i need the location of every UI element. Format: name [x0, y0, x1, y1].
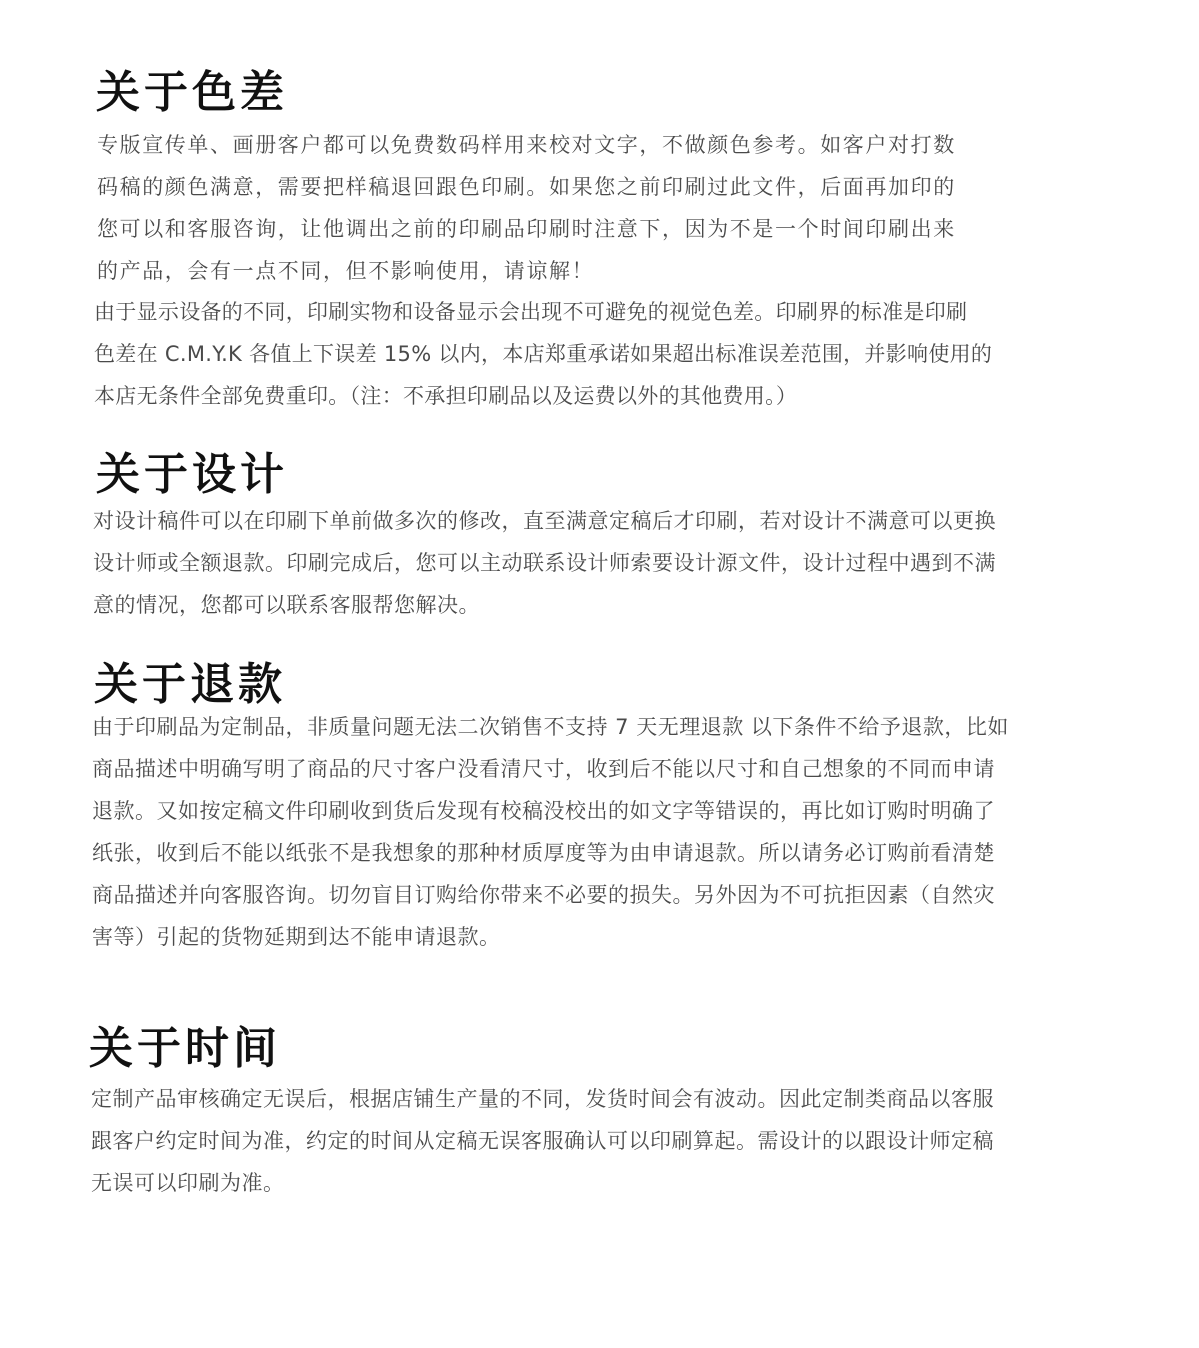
paragraph-line: 商品描述中明确写明了商品的尺寸客户没看清尺寸，收到后不能以尺寸和自己想象的不同而申请 [92, 757, 995, 781]
paragraph-line: 专版宣传单、画册客户都可以免费数码样用来校对文字，不做颜色参考。如客户对打数 [97, 133, 956, 157]
section-paragraph [94, 291, 992, 417]
paragraph-line: 本店无条件全部免费重印。（注：不承担印刷品以及运费以外的其他费用。） [94, 384, 798, 408]
paragraph-line: 退款。又如按定稿文件印刷收到货后发现有校稿没校出的如文字等错误的，再比如订购时明确了 [92, 799, 995, 823]
section-paragraph [91, 1078, 994, 1204]
paragraph-line: 纸张，收到后不能以纸张不是我想象的那种材质厚度等为由申请退款。所以请务必订购前看清楚 [92, 841, 995, 865]
paragraph-line: 害等）引起的货物延期到达不能申请退款。 [92, 925, 501, 949]
paragraph-line: 意的情况，您都可以联系客服帮您解决。 [93, 593, 480, 617]
paragraph-line: 由于印刷品为定制品，非质量问题无法二次销售不支持 7 天无理退款 以下条件不给予退款，比如 [92, 715, 1009, 739]
section-paragraph [92, 706, 1009, 958]
paragraph-line: 对设计稿件可以在印刷下单前做多次的修改，直至满意定稿后才印刷，若对设计不满意可以更换 [93, 509, 996, 533]
paragraph-line: 码稿的颜色满意，需要把样稿退回跟色印刷。如果您之前印刷过此文件，后面再加印的 [97, 175, 956, 199]
paragraph-line: 的产品，会有一点不同，但不影响使用，请谅解！ [97, 259, 595, 283]
section-heading: 关于色差 [96, 67, 288, 118]
paragraph-line: 色差在 C.M.Y.K 各值上下误差 15% 以内，本店郑重承诺如果超出标准误差范围，并影响使用的 [94, 342, 993, 366]
section-paragraph [93, 500, 996, 626]
section-heading: 关于退款 [94, 659, 286, 710]
paragraph-line: 定制产品审核确定无误后，根据店铺生产量的不同，发货时间会有波动。因此定制类商品以客服 [91, 1087, 994, 1111]
paragraph-line: 商品描述并向客服咨询。切勿盲目订购给你带来不必要的损失。另外因为不可抗拒因素（自然灾 [92, 883, 995, 907]
paragraph-line: 无误可以印刷为准。 [91, 1171, 285, 1195]
paragraph-line: 您可以和客服咨询，让他调出之前的印刷品印刷时注意下，因为不是一个时间印刷出来 [97, 217, 956, 241]
paragraph-line: 由于显示设备的不同，印刷实物和设备显示会出现不可避免的视觉色差。印刷界的标准是印刷 [94, 300, 968, 324]
section-paragraph [97, 124, 956, 292]
paragraph-line: 跟客户约定时间为准，约定的时间从定稿无误客服确认可以印刷算起。需设计的以跟设计师定稿 [91, 1129, 994, 1153]
section-heading: 关于时间 [89, 1023, 281, 1074]
section-heading: 关于设计 [96, 449, 288, 500]
paragraph-line: 设计师或全额退款。印刷完成后，您可以主动联系设计师索要设计源文件，设计过程中遇到不满 [93, 551, 996, 575]
